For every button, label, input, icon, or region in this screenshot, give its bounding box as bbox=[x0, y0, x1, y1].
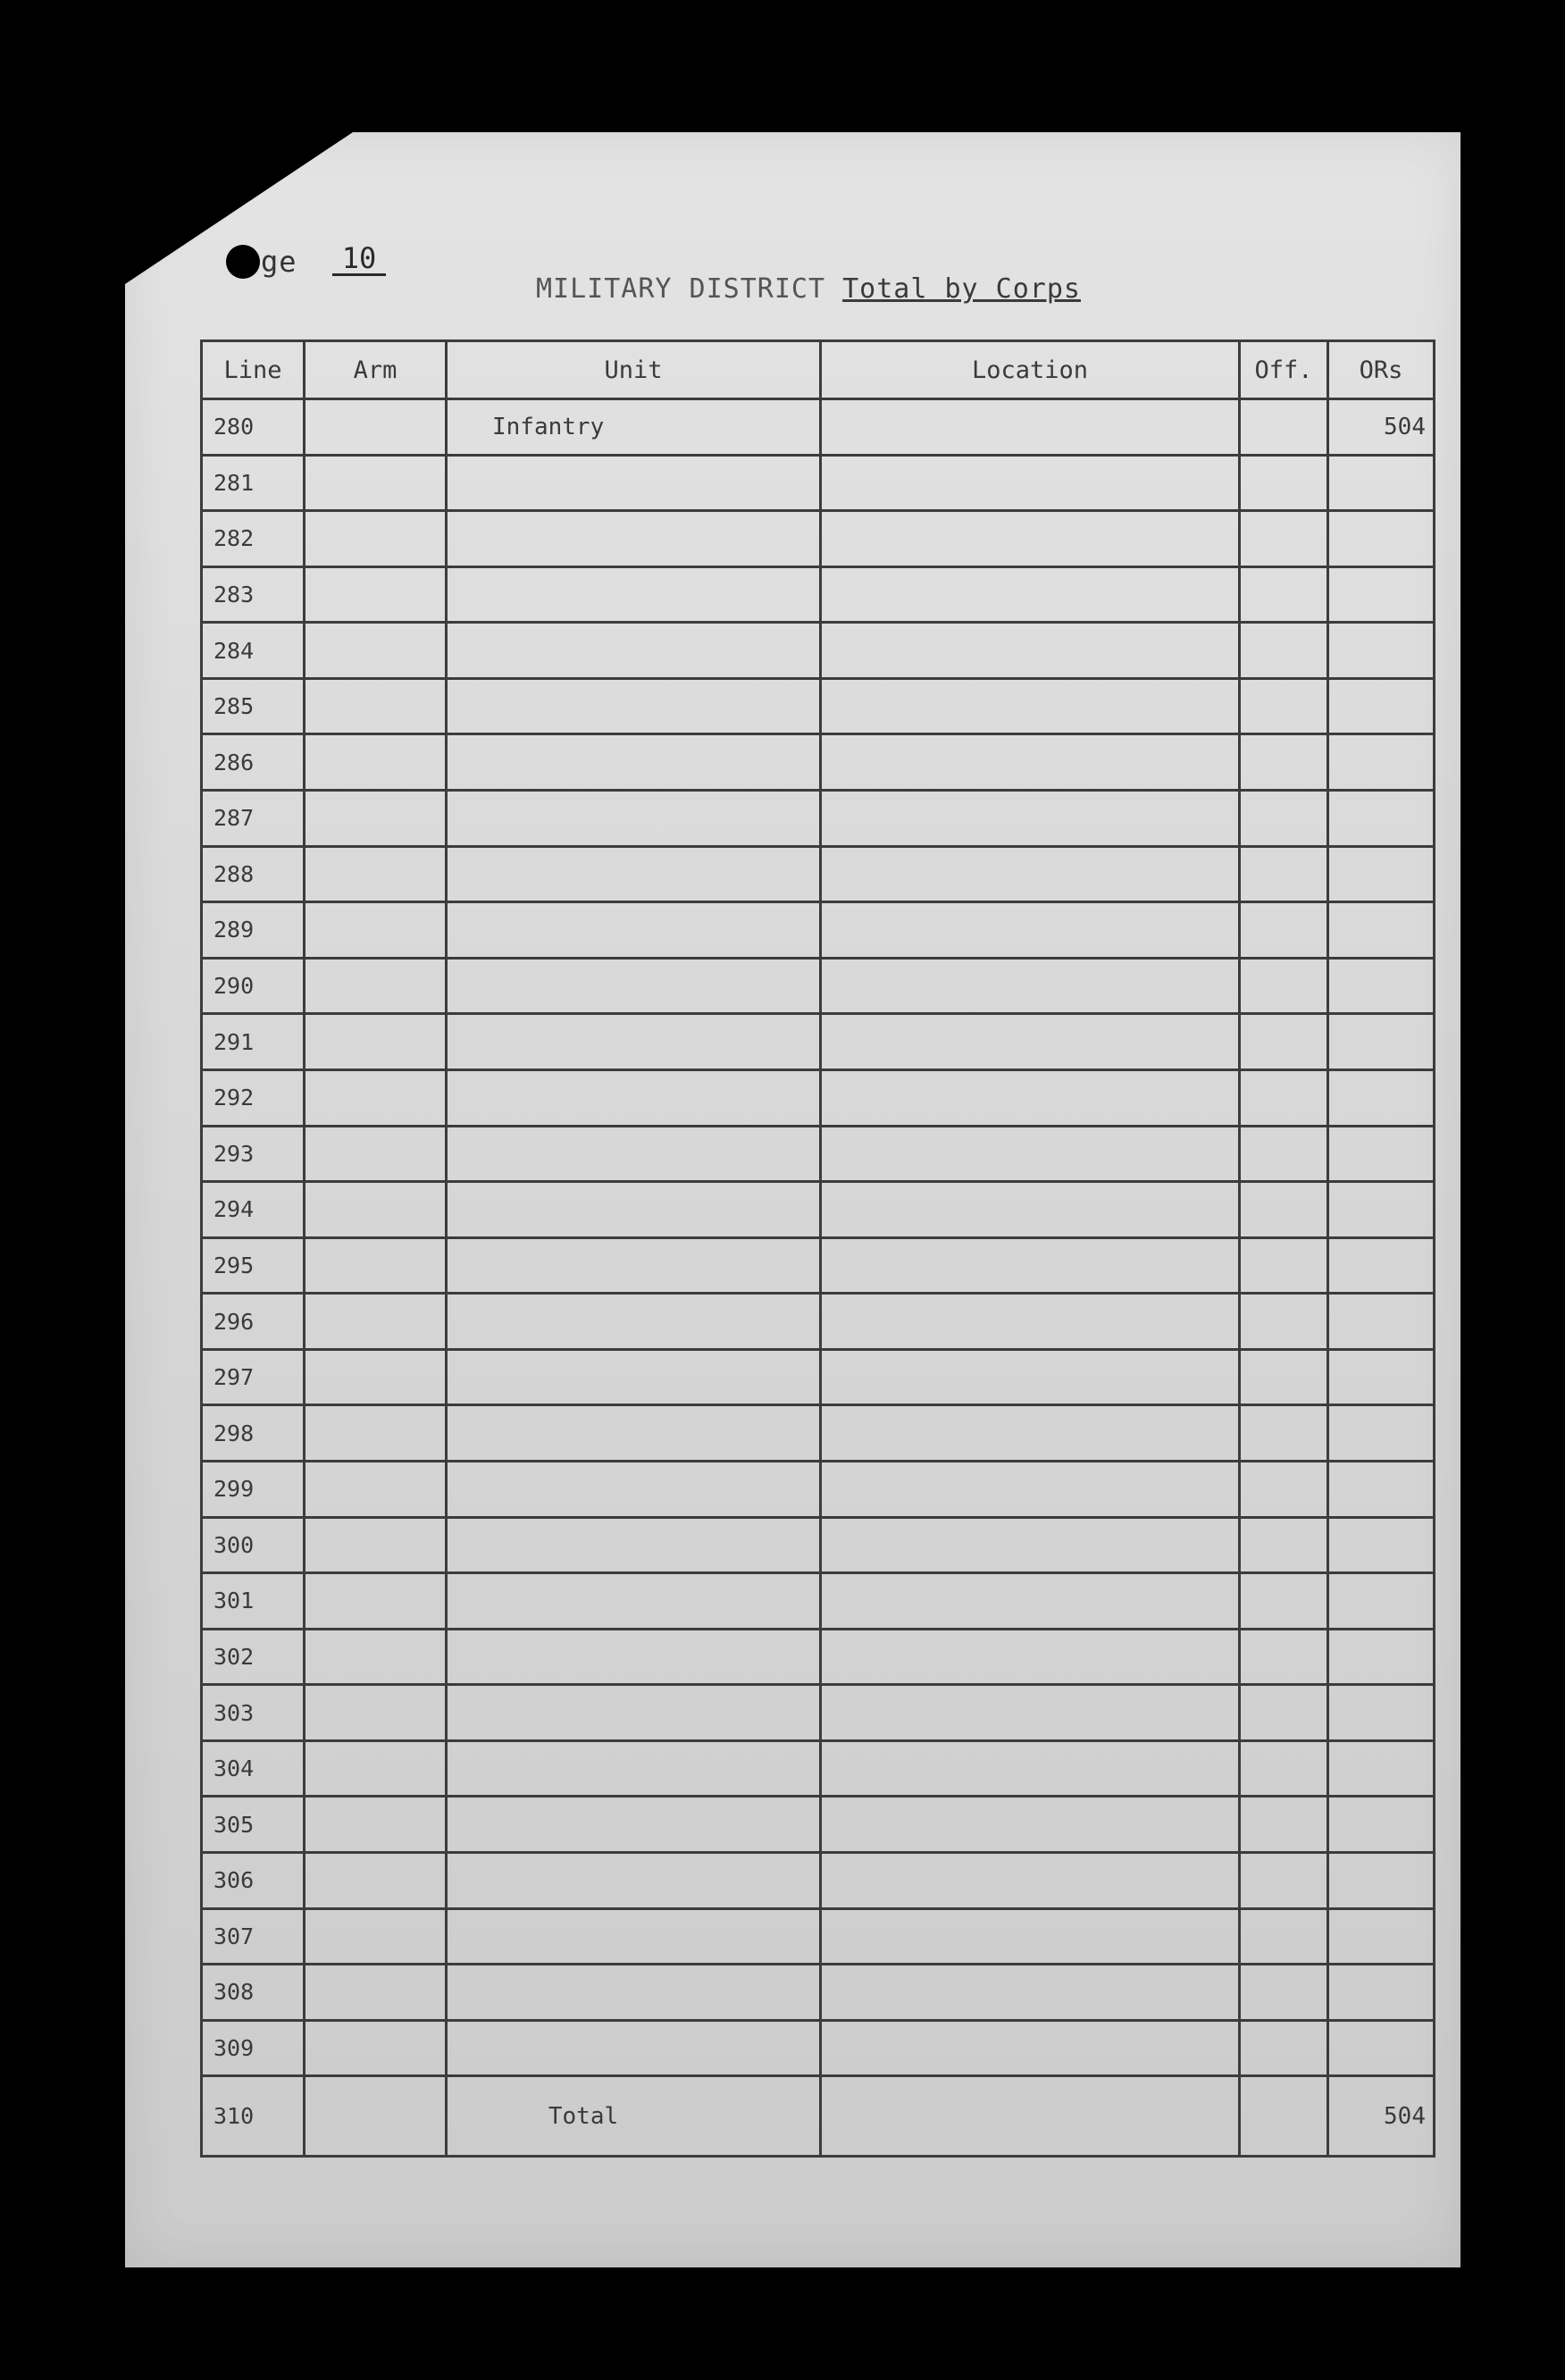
location-cell bbox=[821, 399, 1240, 456]
header-ors: ORs bbox=[1328, 341, 1435, 399]
location-cell bbox=[821, 1294, 1240, 1350]
arm-cell bbox=[305, 566, 447, 623]
location-cell bbox=[821, 1853, 1240, 1909]
off-cell bbox=[1240, 1965, 1328, 2021]
unit-cell bbox=[447, 566, 821, 623]
unit-cell bbox=[447, 1629, 821, 1685]
arm-cell bbox=[305, 1461, 447, 1517]
line-cell: 293 bbox=[202, 1126, 305, 1182]
arm-cell bbox=[305, 846, 447, 902]
unit-cell bbox=[447, 902, 821, 959]
arm-cell bbox=[305, 1853, 447, 1909]
unit-cell bbox=[447, 1573, 821, 1630]
ors-cell bbox=[1328, 734, 1435, 791]
table-row bbox=[202, 1349, 1435, 1405]
line-cell: 280 bbox=[202, 399, 305, 456]
line-cell: 299 bbox=[202, 1461, 305, 1517]
unit-cell bbox=[447, 1349, 821, 1405]
arm-cell bbox=[305, 1237, 447, 1294]
table-row bbox=[202, 1014, 1435, 1070]
ors-cell bbox=[1328, 2020, 1435, 2076]
header-line: Line bbox=[202, 341, 305, 399]
table-row bbox=[202, 1797, 1435, 1853]
page-label: ge bbox=[261, 245, 297, 279]
ors-cell bbox=[1328, 511, 1435, 567]
line-cell: 307 bbox=[202, 1908, 305, 1965]
location-cell bbox=[821, 1349, 1240, 1405]
header-off: Off. bbox=[1240, 341, 1328, 399]
arm-cell bbox=[305, 1014, 447, 1070]
table-header-row bbox=[202, 341, 1435, 399]
off-cell bbox=[1240, 566, 1328, 623]
location-cell bbox=[821, 791, 1240, 847]
line-cell: 304 bbox=[202, 1740, 305, 1797]
total-arm-cell bbox=[305, 2076, 447, 2157]
unit-cell bbox=[447, 1237, 821, 1294]
unit-cell bbox=[447, 623, 821, 679]
unit-cell bbox=[447, 1908, 821, 1965]
arm-cell bbox=[305, 678, 447, 734]
ors-cell bbox=[1328, 1349, 1435, 1405]
table-row bbox=[202, 455, 1435, 511]
line-cell: 283 bbox=[202, 566, 305, 623]
off-cell bbox=[1240, 791, 1328, 847]
arm-cell bbox=[305, 1294, 447, 1350]
location-cell bbox=[821, 902, 1240, 959]
line-cell: 295 bbox=[202, 1237, 305, 1294]
ors-cell bbox=[1328, 566, 1435, 623]
location-cell bbox=[821, 1740, 1240, 1797]
total-ors-cell: 504 bbox=[1328, 2076, 1435, 2157]
arm-cell bbox=[305, 958, 447, 1014]
ors-cell bbox=[1328, 1069, 1435, 1126]
arm-cell bbox=[305, 1685, 447, 1741]
arm-cell bbox=[305, 2020, 447, 2076]
off-cell bbox=[1240, 399, 1328, 456]
off-cell bbox=[1240, 2020, 1328, 2076]
off-cell bbox=[1240, 1629, 1328, 1685]
table-row bbox=[202, 1517, 1435, 1573]
header-location: Location bbox=[821, 341, 1240, 399]
line-cell: 305 bbox=[202, 1797, 305, 1853]
arm-cell bbox=[305, 1797, 447, 1853]
location-cell bbox=[821, 958, 1240, 1014]
arm-cell bbox=[305, 902, 447, 959]
arm-cell bbox=[305, 1069, 447, 1126]
unit-cell bbox=[447, 1014, 821, 1070]
off-cell bbox=[1240, 623, 1328, 679]
ors-cell bbox=[1328, 1908, 1435, 1965]
unit-cell bbox=[447, 1965, 821, 2021]
location-cell bbox=[821, 1405, 1240, 1462]
off-cell bbox=[1240, 1126, 1328, 1182]
line-cell: 285 bbox=[202, 678, 305, 734]
unit-cell bbox=[447, 455, 821, 511]
ors-cell bbox=[1328, 958, 1435, 1014]
arm-cell bbox=[305, 1908, 447, 1965]
table-row bbox=[202, 958, 1435, 1014]
unit-cell bbox=[447, 1405, 821, 1462]
location-cell bbox=[821, 734, 1240, 791]
table-row bbox=[202, 1908, 1435, 1965]
off-cell bbox=[1240, 1853, 1328, 1909]
line-cell: 308 bbox=[202, 1965, 305, 2021]
line-cell: 289 bbox=[202, 902, 305, 959]
ors-cell bbox=[1328, 1629, 1435, 1685]
table-row bbox=[202, 902, 1435, 959]
off-cell bbox=[1240, 1069, 1328, 1126]
ors-cell bbox=[1328, 1126, 1435, 1182]
location-cell bbox=[821, 2020, 1240, 2076]
corps-total-table-wrap bbox=[200, 339, 1426, 2158]
unit-cell bbox=[447, 734, 821, 791]
total-unit-cell: Total bbox=[447, 2076, 821, 2157]
table-row bbox=[202, 623, 1435, 679]
unit-cell bbox=[447, 1685, 821, 1741]
table-row bbox=[202, 2020, 1435, 2076]
ors-cell bbox=[1328, 1461, 1435, 1517]
total-line-cell: 310 bbox=[202, 2076, 305, 2157]
unit-cell bbox=[447, 1126, 821, 1182]
arm-cell bbox=[305, 1405, 447, 1462]
line-cell: 282 bbox=[202, 511, 305, 567]
table-row bbox=[202, 1740, 1435, 1797]
off-cell bbox=[1240, 734, 1328, 791]
off-cell bbox=[1240, 511, 1328, 567]
corps-total-table bbox=[200, 339, 1435, 2158]
off-cell bbox=[1240, 846, 1328, 902]
ors-cell bbox=[1328, 623, 1435, 679]
ors-cell bbox=[1328, 1740, 1435, 1797]
ors-cell bbox=[1328, 1965, 1435, 2021]
ors-cell: 504 bbox=[1328, 399, 1435, 456]
table-row bbox=[202, 734, 1435, 791]
line-cell: 290 bbox=[202, 958, 305, 1014]
arm-cell bbox=[305, 1126, 447, 1182]
punch-hole bbox=[226, 245, 260, 279]
arm-cell bbox=[305, 399, 447, 456]
total-location-cell bbox=[821, 2076, 1240, 2157]
location-cell bbox=[821, 1797, 1240, 1853]
off-cell bbox=[1240, 1014, 1328, 1070]
line-cell: 291 bbox=[202, 1014, 305, 1070]
unit-cell bbox=[447, 678, 821, 734]
off-cell bbox=[1240, 1517, 1328, 1573]
off-cell bbox=[1240, 1237, 1328, 1294]
line-cell: 298 bbox=[202, 1405, 305, 1462]
ors-cell bbox=[1328, 1182, 1435, 1238]
table-row bbox=[202, 1126, 1435, 1182]
off-cell bbox=[1240, 1740, 1328, 1797]
table-body bbox=[202, 399, 1435, 2157]
table-row bbox=[202, 1294, 1435, 1350]
off-cell bbox=[1240, 902, 1328, 959]
arm-cell bbox=[305, 734, 447, 791]
ors-cell bbox=[1328, 902, 1435, 959]
line-cell: 302 bbox=[202, 1629, 305, 1685]
off-cell bbox=[1240, 1797, 1328, 1853]
line-cell: 284 bbox=[202, 623, 305, 679]
off-cell bbox=[1240, 1182, 1328, 1238]
arm-cell bbox=[305, 1573, 447, 1630]
arm-cell bbox=[305, 1965, 447, 2021]
location-cell bbox=[821, 1237, 1240, 1294]
off-cell bbox=[1240, 1294, 1328, 1350]
arm-cell bbox=[305, 455, 447, 511]
table-row bbox=[202, 1965, 1435, 2021]
table-row bbox=[202, 1182, 1435, 1238]
location-cell bbox=[821, 511, 1240, 567]
line-cell: 300 bbox=[202, 1517, 305, 1573]
title-prefix: MILITARY DISTRICT bbox=[536, 273, 826, 305]
unit-cell bbox=[447, 958, 821, 1014]
unit-cell: Infantry bbox=[447, 399, 821, 456]
ors-cell bbox=[1328, 455, 1435, 511]
ors-cell bbox=[1328, 1853, 1435, 1909]
unit-cell bbox=[447, 846, 821, 902]
off-cell bbox=[1240, 455, 1328, 511]
location-cell bbox=[821, 1517, 1240, 1573]
unit-cell bbox=[447, 791, 821, 847]
ors-cell bbox=[1328, 1014, 1435, 1070]
location-cell bbox=[821, 1182, 1240, 1238]
ors-cell bbox=[1328, 1294, 1435, 1350]
table-row bbox=[202, 1853, 1435, 1909]
table-row bbox=[202, 1237, 1435, 1294]
unit-cell bbox=[447, 1853, 821, 1909]
unit-cell bbox=[447, 1797, 821, 1853]
table-row bbox=[202, 566, 1435, 623]
line-cell: 296 bbox=[202, 1294, 305, 1350]
page-number: 10 bbox=[332, 243, 386, 276]
location-cell bbox=[821, 1685, 1240, 1741]
ors-cell bbox=[1328, 1573, 1435, 1630]
table-total-row bbox=[202, 2076, 1435, 2157]
table-row bbox=[202, 1405, 1435, 1462]
table-row bbox=[202, 678, 1435, 734]
table-row bbox=[202, 399, 1435, 456]
location-cell bbox=[821, 1965, 1240, 2021]
unit-cell bbox=[447, 1069, 821, 1126]
arm-cell bbox=[305, 511, 447, 567]
ors-cell bbox=[1328, 1685, 1435, 1741]
unit-cell bbox=[447, 1294, 821, 1350]
location-cell bbox=[821, 1629, 1240, 1685]
location-cell bbox=[821, 1908, 1240, 1965]
off-cell bbox=[1240, 1349, 1328, 1405]
arm-cell bbox=[305, 1629, 447, 1685]
header-unit: Unit bbox=[447, 341, 821, 399]
unit-cell bbox=[447, 1517, 821, 1573]
table-row bbox=[202, 846, 1435, 902]
table-row bbox=[202, 1685, 1435, 1741]
arm-cell bbox=[305, 1349, 447, 1405]
header-arm: Arm bbox=[305, 341, 447, 399]
line-cell: 287 bbox=[202, 791, 305, 847]
ors-cell bbox=[1328, 1237, 1435, 1294]
unit-cell bbox=[447, 1461, 821, 1517]
table-row bbox=[202, 1629, 1435, 1685]
off-cell bbox=[1240, 1405, 1328, 1462]
line-cell: 281 bbox=[202, 455, 305, 511]
location-cell bbox=[821, 455, 1240, 511]
table-row bbox=[202, 1069, 1435, 1126]
ors-cell bbox=[1328, 678, 1435, 734]
location-cell bbox=[821, 1573, 1240, 1630]
off-cell bbox=[1240, 1461, 1328, 1517]
ors-cell bbox=[1328, 1405, 1435, 1462]
line-cell: 286 bbox=[202, 734, 305, 791]
arm-cell bbox=[305, 623, 447, 679]
ors-cell bbox=[1328, 791, 1435, 847]
arm-cell bbox=[305, 1517, 447, 1573]
table-row bbox=[202, 511, 1435, 567]
table-row bbox=[202, 791, 1435, 847]
off-cell bbox=[1240, 1908, 1328, 1965]
table-row bbox=[202, 1573, 1435, 1630]
unit-cell bbox=[447, 1182, 821, 1238]
ors-cell bbox=[1328, 1517, 1435, 1573]
arm-cell bbox=[305, 791, 447, 847]
page-title bbox=[536, 273, 1090, 305]
location-cell bbox=[821, 1014, 1240, 1070]
arm-cell bbox=[305, 1740, 447, 1797]
total-off-cell bbox=[1240, 2076, 1328, 2157]
title-underlined: Total by Corps bbox=[842, 273, 1081, 305]
location-cell bbox=[821, 566, 1240, 623]
unit-cell bbox=[447, 2020, 821, 2076]
line-cell: 294 bbox=[202, 1182, 305, 1238]
line-cell: 297 bbox=[202, 1349, 305, 1405]
unit-cell bbox=[447, 1740, 821, 1797]
line-cell: 288 bbox=[202, 846, 305, 902]
location-cell bbox=[821, 1069, 1240, 1126]
table-row bbox=[202, 1461, 1435, 1517]
location-cell bbox=[821, 846, 1240, 902]
location-cell bbox=[821, 678, 1240, 734]
ors-cell bbox=[1328, 1797, 1435, 1853]
location-cell bbox=[821, 1461, 1240, 1517]
off-cell bbox=[1240, 1685, 1328, 1741]
off-cell bbox=[1240, 678, 1328, 734]
line-cell: 309 bbox=[202, 2020, 305, 2076]
line-cell: 292 bbox=[202, 1069, 305, 1126]
line-cell: 301 bbox=[202, 1573, 305, 1630]
location-cell bbox=[821, 1126, 1240, 1182]
unit-cell bbox=[447, 511, 821, 567]
location-cell bbox=[821, 623, 1240, 679]
line-cell: 306 bbox=[202, 1853, 305, 1909]
arm-cell bbox=[305, 1182, 447, 1238]
line-cell: 303 bbox=[202, 1685, 305, 1741]
off-cell bbox=[1240, 1573, 1328, 1630]
ors-cell bbox=[1328, 846, 1435, 902]
off-cell bbox=[1240, 958, 1328, 1014]
